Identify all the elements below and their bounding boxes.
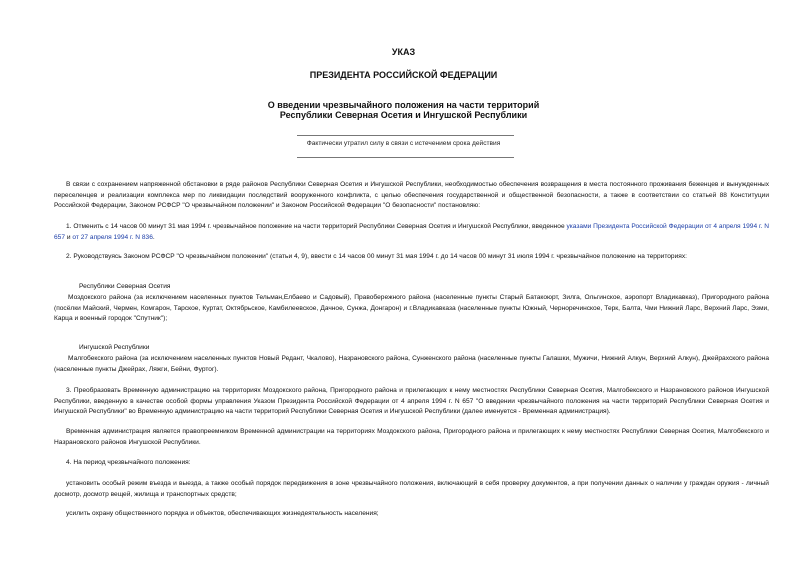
decree-title: УКАЗ xyxy=(391,47,416,57)
paragraph-3b: Временная администрация является правопреемником Временной администрации на территориях Моздокского района, Пригородного района и прилегающих к нему местностях Республики Северная Осетия, Малгобекского и Назрановского районов Ингушской Республики. xyxy=(54,428,769,446)
paragraph-4b: усилить охрану общественного порядка и объектов, обеспечивающих жизнедеятельность населения; xyxy=(66,510,379,517)
paragraph-4a: установить особый режим въезда и выезда, а также особый порядок передвижения в зоне чрезвычайного положения, включающий в себя проверку документов, а при получении данных о наличии у граждан оружия - личный досмотр, досмотр вещей, жилища и транспортных средств; xyxy=(54,480,769,498)
paragraph-1-end: . xyxy=(152,233,155,241)
status-note: Фактически утратил силу в связи с истечением срока действия xyxy=(306,140,501,147)
decree-836-link[interactable]: от 27 апреля 1994 г. N 836 xyxy=(72,233,153,241)
region-north-ossetia-text: Моздокского района (за исключением населенных пунктов Тельман,Елбаево и Садовый), Правобережного района (населенные пункты Старый Батакоюрт, Зилга, Ольгинское, аэропорт Владикавказ), Пригородного района (посёлки Майский, Чермен, Комгарон, Тарское, Куртат, Октябрьское, Камбилеевское, Дачное, Сунжа, Донгарон) и г.Владикавказа (населенные пункты Южный, Черноречинское, Терк, Балта, Чми Нижний Ларс, Верхний Ларс, Эзми, Карца и военный городок "Спутник"); xyxy=(54,294,769,322)
paragraph-2: 2. Руководствуясь Законом РСФСР "О чрезвычайном положении" (статьи 4, 9), ввести с 14 часов 00 минут 31 мая 1994 г. до 14 часов 00 минут 31 июля 1994 г. чрезвычайное положение на территориях: xyxy=(66,253,687,260)
region-ingushetia-title: Ингушской Республики xyxy=(79,344,150,351)
paragraph-4: 4. На период чрезвычайного положения: xyxy=(66,459,191,466)
bottom-divider xyxy=(297,157,514,158)
paragraph-1-conjunction: и xyxy=(65,233,73,241)
top-divider xyxy=(297,135,514,136)
paragraph-1-text: 1. Отменить с 14 часов 00 минут 31 мая 1994 г. чрезвычайное положение на части территорий Республики Северная Осетия и Ингушской Республики, введенное xyxy=(66,223,567,230)
region-ingushetia-text: Малгобекского района (за исключением населенных пунктов Новый Редант, Чкалово), Назрановского района, Сунженского района (населенные пункты Галашки, Мужичи, Нижний Алкун, Верхний Алкун), Джейрахского района (населенные пункты Джейрах, Ляжги, Бейни, Фуртог). xyxy=(54,355,769,373)
paragraph-1 xyxy=(54,222,769,243)
region-north-ossetia-title: Республики Северная Осетия xyxy=(79,283,171,290)
issuer-title: ПРЕЗИДЕНТА РОССИЙСКОЙ ФЕДЕРАЦИИ xyxy=(309,70,498,80)
decree-subject-line-1: О введении чрезвычайного положения на части территорий xyxy=(267,100,540,110)
decree-657-link[interactable]: указами Президента Российской Федерации от 4 апреля 1994 г. N 657 xyxy=(54,223,770,241)
decree-subject-line-2: Республики Северная Осетия и Ингушской Республики xyxy=(279,110,528,120)
preamble-paragraph: В связи с сохранением напряженной обстановки в ряде районов Республики Северная Осетия и Ингушской Республики, необходимостью обеспечения возвращения в места постоянного проживания беженцев и вынужденных переселенцев и реализации комплекса мер по ликвидации последствий вооруженного конфликта, с целью обеспечения государственной и общественной безопасности, а также в соответствии со статьей 88 Конституции Российской Федерации, Законом РСФСР "О чрезвычайном положении" и Законом Российской Федерации "О безопасности" постановляю: xyxy=(54,181,769,209)
paragraph-3: 3. Преобразовать Временную администрацию на территориях Моздокского района, Пригородного района и прилегающих к нему местностях Республики Северная Осетия, Малгобекского и Назрановского районов Ингушской Республики, введенную в качестве особой формы управления Указом Президента Российской Федерации от 4 апреля 1994 г. N 657 "О введении чрезвычайного положения на части территорий Республики Северная Осетия и Ингушской Республики" во Временную администрацию на части территорий Республики Северная Осетия и Ингушской Республики (далее именуется - Временная администрация). xyxy=(54,387,769,415)
